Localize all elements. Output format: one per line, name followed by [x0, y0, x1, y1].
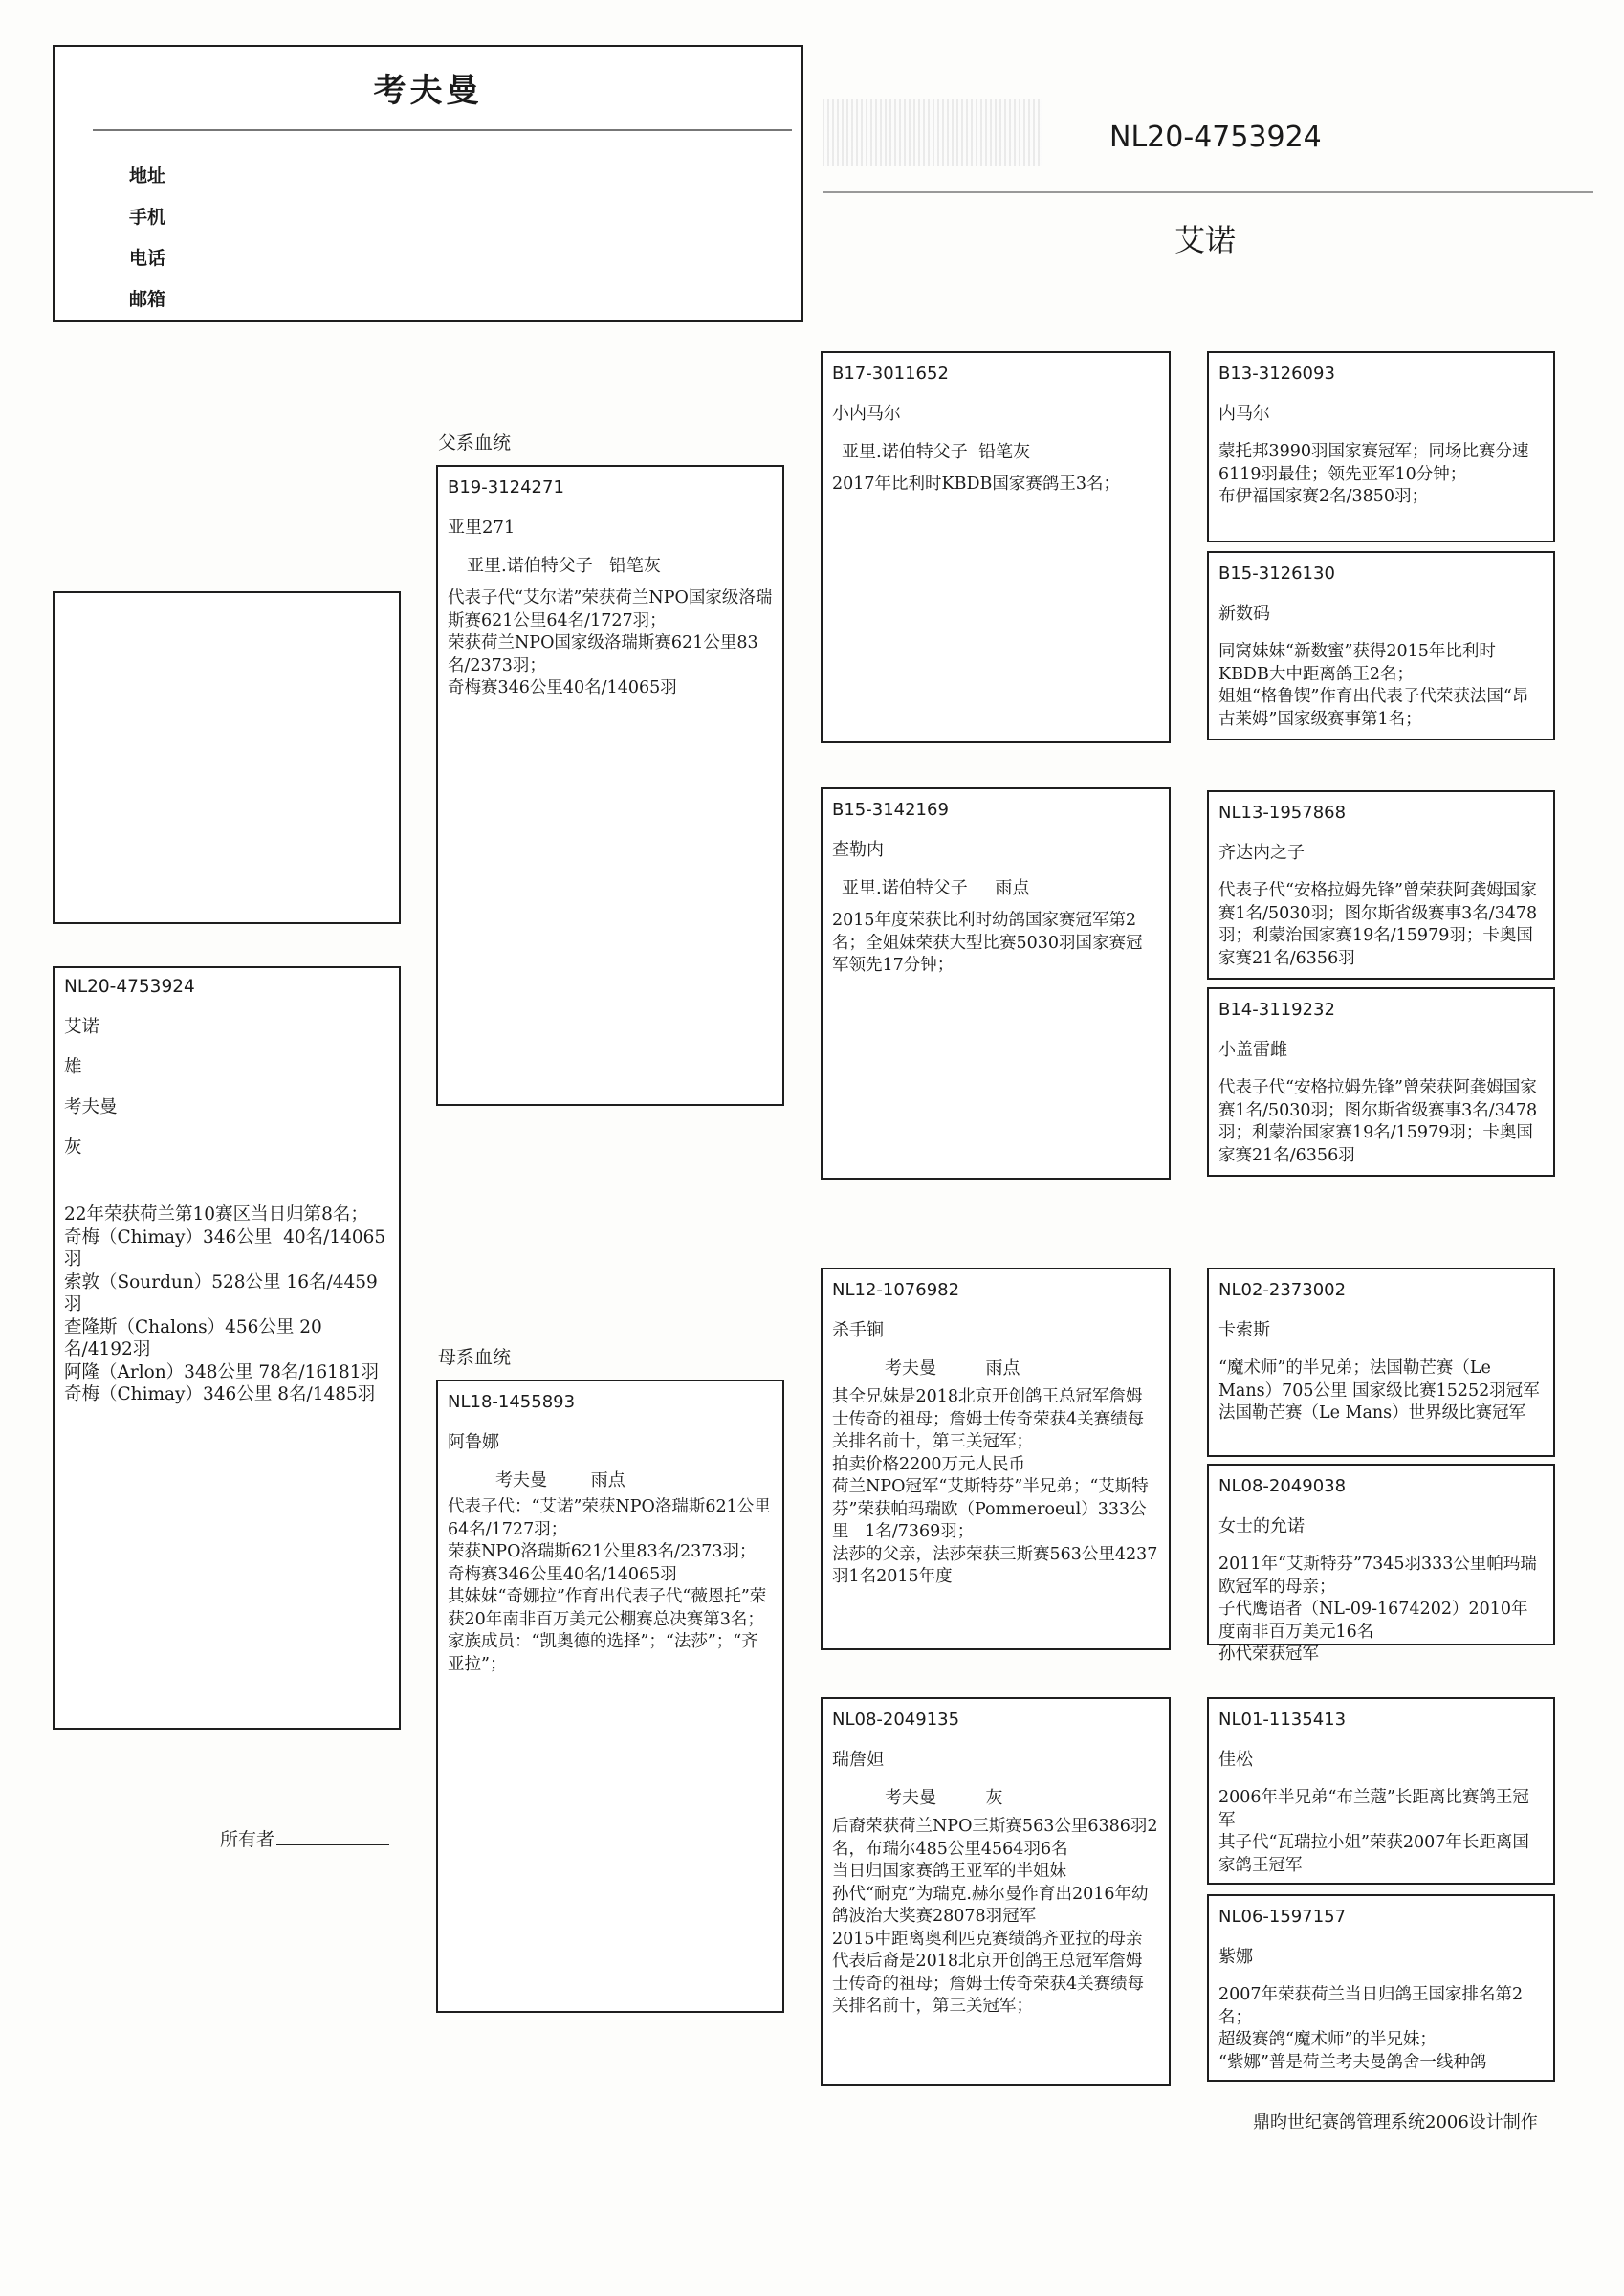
dam-card	[436, 1380, 784, 2013]
ggp-ssd-card	[1207, 551, 1555, 740]
sire-name: 亚里271	[448, 518, 516, 538]
owner-signature-line	[276, 1827, 389, 1845]
ggp-sds-ring: NL13-1957868	[1218, 803, 1347, 823]
ggp-ddd-name: 紫娜	[1218, 1947, 1253, 1967]
main-achievements: 22年荣获荷兰第10赛区当日归第8名； 奇梅（Chimay）346公里 40名/14065羽 索敦（Sourdun）528公里 16名/4459羽 查隆斯（Chalons）456公里 20名/4192羽 阿隆（Arlon）348公里 78名/16181羽 奇梅（Chimay）346公里 8名/1485羽	[64, 1204, 386, 1404]
ggp-dsd-name: 女士的允诺	[1218, 1516, 1305, 1536]
dam-desc: 代表子代：“艾诺”荣获NPO洛瑞斯621公里64名/1727羽； 荣获NPO洛瑞斯621公里83名/2373羽； 奇梅赛346公里40名/14065羽 其妹妹“奇娜拉”作育出代表子代“薇恩托”荣获20年南非百万美元公棚赛总决赛第3名； 家族成员：“凯奥德的选择”；“法莎”；“齐亚拉”；	[448, 1497, 771, 1674]
header-divider	[93, 129, 792, 131]
ggp-ssd-name: 新数码	[1218, 604, 1270, 624]
dam-ring: NL18-1455893	[448, 1392, 576, 1412]
address-label: 地址	[129, 166, 166, 187]
ggp-ddd-ring: NL06-1597157	[1218, 1907, 1347, 1927]
dam-dam-strain: 考夫曼 灰	[885, 1788, 1003, 1808]
ggp-dsd-desc: 2011年“艾斯特芬”7345羽333公里帕玛瑞欧冠军的母亲； 子代鹰语者（NL-09-1674202）2010年度南非百万美元16名 孙代荣获冠军	[1218, 1555, 1537, 1664]
main-pigeon-card	[53, 966, 401, 1730]
owner-signature	[220, 1825, 389, 1851]
owner-header-box	[53, 45, 803, 322]
ggp-sdd-desc: 代表子代“安格拉姆先锋”曾荣获阿龚姆国家赛1名/5030羽；图尔斯省级赛事3名/3478羽；利蒙治国家赛19名/15979羽；卡奥国家赛21名/6356羽	[1218, 1078, 1538, 1165]
ggp-sss-card	[1207, 351, 1555, 542]
ggp-ddd-desc: 2007年荣获荷兰当日归鸽王国家排名第2名； 超级赛鸽“魔术师”的半兄妹； “紫娜”普是荷兰考夫曼鸽舍一线种鸽	[1218, 1985, 1524, 2072]
ggp-dds-card	[1207, 1697, 1555, 1885]
ggp-dsd-ring: NL08-2049038	[1218, 1476, 1347, 1496]
dam-sire-strain: 考夫曼 雨点	[885, 1358, 1020, 1379]
sire-dam-name: 查勒内	[832, 840, 884, 860]
owner-label: 所有者	[220, 1829, 275, 1850]
sire-desc: 代表子代“艾尔诺”荣获荷兰NPO国家级洛瑞斯赛621公里64名/1727羽； 荣获荷兰NPO国家级洛瑞斯赛621公里83名/2373羽； 奇梅赛346公里40名/14065羽	[448, 588, 773, 697]
sire-sire-ring: B17-3011652	[832, 364, 949, 384]
dam-dam-ring: NL08-2049135	[832, 1710, 960, 1730]
ggp-dds-name: 佳松	[1218, 1750, 1253, 1770]
dam-sire-ring: NL12-1076982	[832, 1280, 960, 1300]
ggp-dsd-card	[1207, 1464, 1555, 1664]
ggp-sds-name: 齐达内之子	[1218, 843, 1305, 863]
email-label: 邮箱	[129, 289, 166, 310]
dam-dam-name: 瑞詹妲	[832, 1750, 884, 1770]
ggp-ssd-ring: B15-3126130	[1218, 563, 1335, 584]
ggp-sdd-card	[1207, 987, 1555, 1177]
sire-line-label: 父系血统	[438, 432, 512, 453]
footer-credit: 鼎昀世纪赛鸽管理系统2006设计制作	[1253, 2112, 1538, 2132]
header-texture	[823, 99, 1042, 166]
dam-dam-card	[821, 1697, 1171, 2086]
ggp-sss-desc: 蒙托邦3990羽国家赛冠军；同场比赛分速6119羽最佳；领先亚军10分钟； 布伊福国家赛2名/3850羽；	[1218, 442, 1529, 506]
ggp-dds-desc: 2006年半兄弟“布兰蔻”长距离比赛鸽王冠军 其子代“瓦瑞拉小姐”荣获2007年长距离国家鸽王冠军	[1218, 1788, 1529, 1875]
sire-sire-card	[821, 351, 1171, 743]
sire-dam-ring: B15-3142169	[832, 800, 949, 820]
sire-sire-strain: 亚里.诺伯特父子 铅笔灰	[842, 442, 1031, 462]
dam-line-label: 母系血统	[438, 1347, 512, 1368]
main-ring: NL20-4753924	[64, 977, 195, 997]
title-pigeon-name: 艾诺	[1174, 222, 1237, 258]
mobile-label: 手机	[129, 207, 166, 228]
ggp-sss-ring: B13-3126093	[1218, 364, 1335, 384]
main-color: 灰	[64, 1137, 82, 1158]
dam-sire-name: 杀手锏	[832, 1320, 884, 1340]
photo-placeholder	[53, 591, 401, 924]
ggp-ssd-desc: 同窝妹妹“新数蜜”获得2015年比利时KBDB大中距离鸽王2名； 姐姐“格鲁锲”作育出代表子代荣获法国“昂古莱姆”国家级赛事第1名；	[1218, 642, 1529, 729]
ggp-dss-card	[1207, 1268, 1555, 1457]
dam-sire-desc: 其全兄妹是2018北京开创鸽王总冠军詹姆士传奇的祖母；詹姆士传奇荣获4关赛绩每关排名前十，第三关冠军； 拍卖价格2200万元人民币 荷兰NPO冠军“艾斯特芬”半兄弟；“艾斯特芬”荣获帕玛瑞欧（Pommeroeul）333公里 1名/7369羽； 法莎的父亲，法莎荣获三斯赛563公里4237羽1名2015年度	[832, 1387, 1158, 1586]
sire-sire-desc: 2017年比利时KBDB国家赛鸽王3名；	[832, 475, 1120, 494]
title-divider	[823, 191, 1593, 193]
main-name: 艾诺	[64, 1017, 100, 1037]
owner-name: 考夫曼	[373, 72, 483, 110]
sire-dam-desc: 2015年度荣获比利时幼鸽国家赛冠军第2名；全姐妹荣获大型比赛5030羽国家赛冠军领先17分钟；	[832, 911, 1143, 975]
ggp-dss-name: 卡索斯	[1218, 1320, 1270, 1340]
main-sex: 雄	[64, 1057, 82, 1077]
sire-dam-card	[821, 787, 1171, 1180]
sire-strain: 亚里.诺伯特父子 铅笔灰	[467, 556, 661, 576]
ggp-dss-ring: NL02-2373002	[1218, 1280, 1347, 1300]
title-ring-number: NL20-4753924	[1109, 121, 1322, 154]
main-owner: 考夫曼	[64, 1097, 118, 1117]
ggp-ddd-card	[1207, 1894, 1555, 2082]
ggp-sss-name: 内马尔	[1218, 404, 1270, 424]
ggp-sds-card	[1207, 790, 1555, 980]
ggp-dds-ring: NL01-1135413	[1218, 1710, 1347, 1730]
dam-dam-desc: 后裔荣获荷兰NPO三斯赛563公里6386羽2名，布瑞尔485公里4564羽6名 当日归国家赛鸽王亚军的半姐妹 孙代“耐克”为瑞克.赫尔曼作育出2016年幼鸽波治大奖赛28078羽冠军 2015中距离奥利匹克赛绩鸽齐亚拉的母亲 代表后裔是2018北京开创鸽王总冠军詹姆士传奇的祖母；詹姆士传奇荣获4关赛绩每关排名前十，第三关冠军；	[832, 1817, 1158, 2016]
dam-sire-card	[821, 1268, 1171, 1650]
sire-dam-strain: 亚里.诺伯特父子 雨点	[842, 878, 1030, 898]
ggp-sds-desc: 代表子代“安格拉姆先锋”曾荣获阿龚姆国家赛1名/5030羽；图尔斯省级赛事3名/3478羽；利蒙治国家赛19名/15979羽；卡奥国家赛21名/6356羽	[1218, 881, 1538, 968]
sire-sire-name: 小内马尔	[832, 404, 901, 424]
sire-card	[436, 465, 784, 1106]
dam-name: 阿鲁娜	[448, 1432, 499, 1452]
ggp-sdd-name: 小盖雷雌	[1218, 1040, 1287, 1060]
ggp-dss-desc: “魔术师”的半兄弟；法国勒芒赛（Le Mans）705公里 国家级比赛15252羽冠军 法国勒芒赛（Le Mans）世界级比赛冠军	[1218, 1358, 1540, 1423]
sire-ring: B19-3124271	[448, 477, 564, 497]
phone-label: 电话	[129, 248, 166, 269]
dam-strain: 考夫曼 雨点	[495, 1470, 625, 1490]
ggp-sdd-ring: B14-3119232	[1218, 1000, 1335, 1020]
